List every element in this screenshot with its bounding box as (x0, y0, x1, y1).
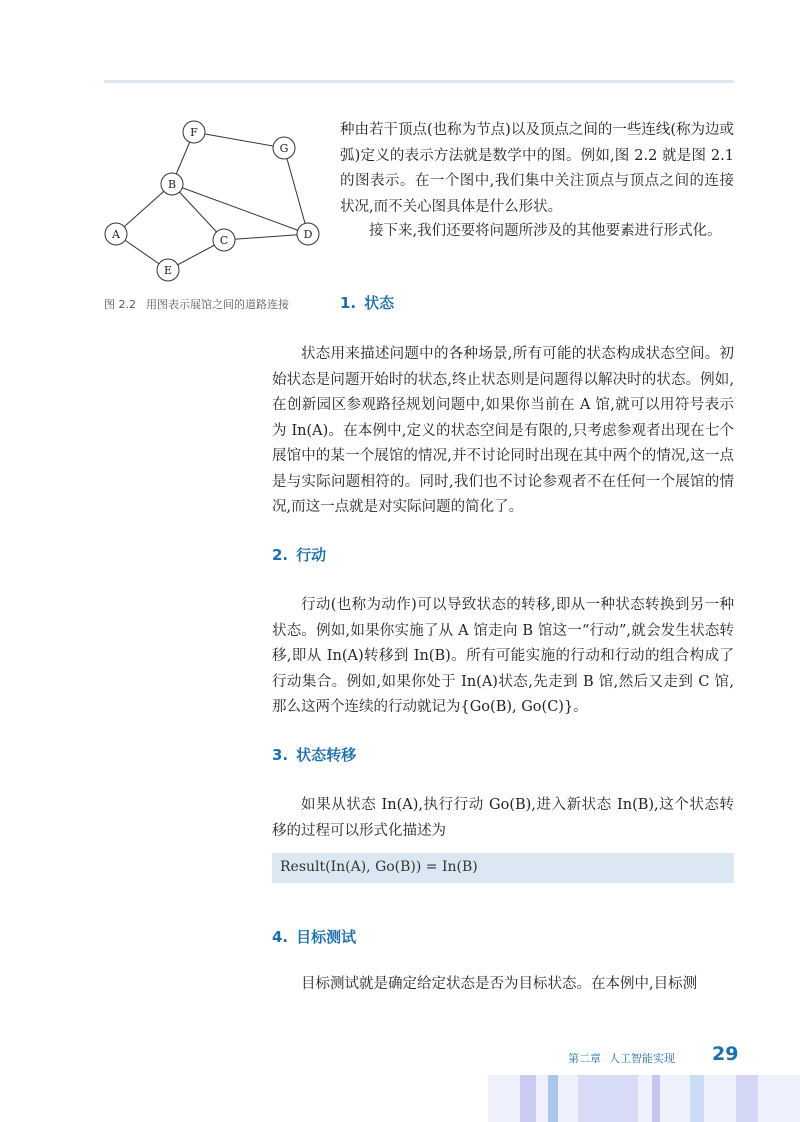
node-label-a: A (112, 228, 120, 241)
chapter-number: 第二章 (568, 1052, 601, 1065)
section-title: 状态 (364, 294, 395, 312)
section-number: 4. (272, 928, 289, 946)
node-label-b: B (167, 178, 177, 191)
footer-decorative-stripe (690, 1075, 704, 1122)
section-number: 3. (272, 746, 289, 764)
section-title: 行动 (296, 546, 327, 564)
page-number: 29 (712, 1043, 739, 1065)
footer-chapter-label (568, 1050, 675, 1066)
chapter-title: 人工智能实现 (609, 1052, 675, 1065)
figure-caption-text: 用图表示展馆之间的道路连接 (146, 298, 289, 311)
footer-decorative-stripe (520, 1075, 536, 1122)
section-number: 1. (340, 294, 357, 312)
formula-text: Result(In(A), Go(B)) = In(B) (280, 859, 478, 875)
node-label-e: E (163, 264, 173, 277)
edge-g-d (284, 148, 308, 234)
node-label-f: F (190, 126, 198, 139)
section-title: 目标测试 (296, 928, 357, 946)
section-title: 状态转移 (296, 746, 357, 764)
footer-decorative-stripe (736, 1075, 758, 1122)
section-paragraph-goal-test: 目标测试就是确定给定状态是否为目标状态。在本例中,目标测 (301, 976, 698, 992)
graph-diagram (96, 112, 332, 290)
section-paragraph-state: 状态用来描述问题中的各种场景,所有可能的状态构成状态空间。初始状态是问题开始时的状态,终止状态则是问题得以解决时的状态。例如,在创新园区参观路径规划问题中,如果你当前在 A 馆,就可以用符号表示为 In(A)。在本例中,定义的状态空间是有限的,只考虑参观者出现在七个展馆中的某一个展馆的情况,并不讨论同时出现在其中两个的情况,这一点是与实际问题相符的。同时,我们也不讨论参观者不在任何一个展馆的情况,而这一点就是对实际问题的简化了。 (272, 346, 734, 515)
edge-b-d (172, 184, 308, 234)
figure-caption (104, 296, 289, 312)
formula-box (272, 853, 734, 883)
header-rule (104, 80, 734, 83)
graph-figure (96, 112, 332, 290)
edge-c-d (224, 234, 308, 240)
section-heading-transition (272, 744, 356, 765)
figure-number: 图 2.2 (104, 298, 136, 311)
node-label-d: D (303, 228, 313, 241)
footer-decorative-stripe (548, 1075, 558, 1122)
intro-paragraph: 种由若干顶点(也称为节点)以及顶点之间的一些连线(称为边或弧)定义的表示方法就是数学中的图。例如,图 2.2 就是图 2.1 的图表示。在一个图中,我们集中关注顶点与顶点之间的连接状况,而不关心图具体是什么形状。 (340, 122, 734, 215)
section-heading-action (272, 544, 326, 565)
section-heading-state (340, 292, 394, 313)
footer-decorative-stripe (578, 1075, 638, 1122)
section-paragraph-action: 行动(也称为动作)可以导致状态的转移,即从一种状态转换到另一种状态。例如,如果你实施了从 A 馆走向 B 馆这一“行动”,就会发生状态转移,即从 In(A)转移到 In(B)。所有可能实施的行动和行动的组合构成了行动集合。例如,如果你处于 In(A)状态,先走到 B 馆,然后又走到 C 馆,那么这两个连续的行动就记为{Go(B), Go(C)}。 (272, 597, 734, 715)
intro-paragraph-2: 接下来,我们还要将问题所涉及的其他要素进行形式化。 (369, 223, 722, 239)
section-number: 2. (272, 546, 289, 564)
edge-f-g (194, 132, 284, 148)
footer-decorative-stripe (652, 1075, 660, 1122)
node-label-g: G (279, 142, 289, 155)
node-label-c: C (219, 234, 229, 247)
section-heading-goal-test (272, 926, 356, 947)
section-paragraph-transition: 如果从状态 In(A),执行行动 Go(B),进入新状态 In(B),这个状态转移的过程可以形式化描述为 (272, 797, 734, 839)
